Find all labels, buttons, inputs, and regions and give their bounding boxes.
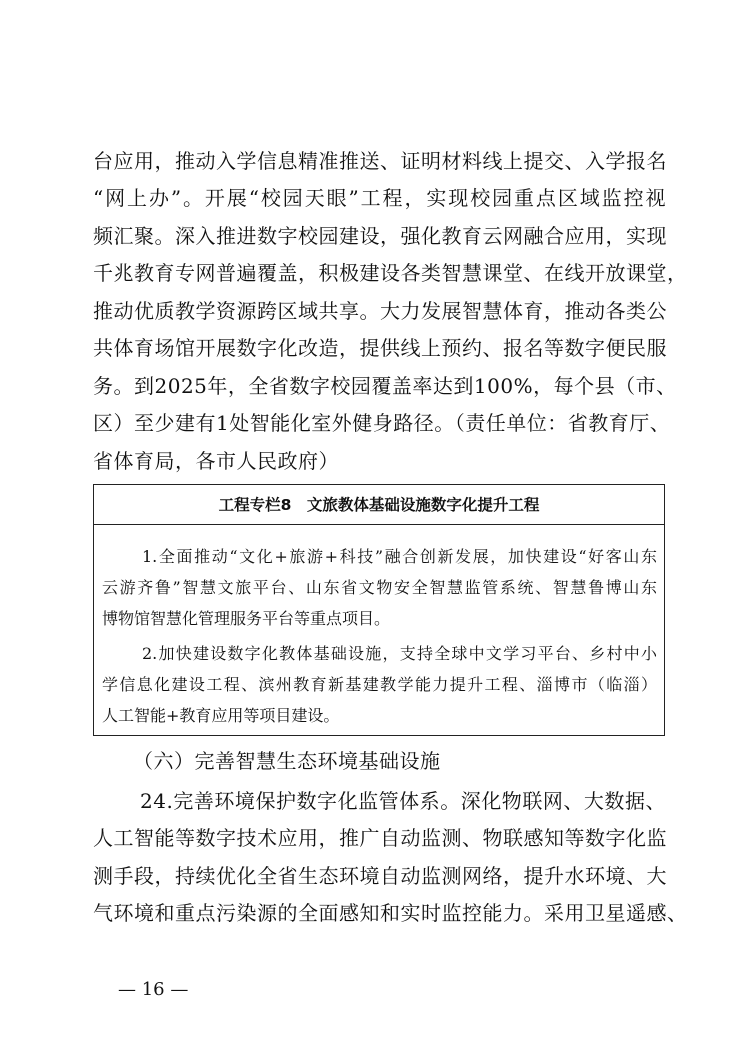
body-line: 人工智能等数字技术应用，推广自动监测、物联感知等数字化监 xyxy=(93,826,667,850)
page-number: — 16 — xyxy=(118,979,189,1000)
body-line: 气环境和重点污染源的全面感知和实时监控能力。采用卫星遥感、 xyxy=(93,901,688,925)
box-line: 博物馆智慧化管理服务平台等重点项目。 xyxy=(102,609,391,628)
body-line: 共体育场馆开展数字化改造，提供线上预约、报名等数字便民服 xyxy=(93,336,667,360)
project-column-box xyxy=(93,484,665,736)
body-line: 千兆教育专网普遍覆盖，积极建设各类智慧课堂、在线开放课堂， xyxy=(93,261,688,285)
section-heading: （六）完善智慧生态环境基础设施 xyxy=(133,749,441,773)
box-line: 云游齐鲁”智慧文旅平台、山东省文物安全智慧监管系统、智慧鲁博山东 xyxy=(102,578,657,597)
box-line: 1.全面推动“文化+旅游+科技”融合创新发展，加快建设“好客山东 xyxy=(142,547,657,566)
body-line: 区）至少建有1处智能化室外健身路径。（责任单位：省教育厅、 xyxy=(93,411,671,435)
box-line: 人工智能+教育应用等项目建设。 xyxy=(102,706,340,725)
body-line: 推动优质教学资源跨区域共享。大力发展智慧体育，推动各类公 xyxy=(93,299,667,323)
project-column-title: 工程专栏8 文旅教体基础设施数字化提升工程 xyxy=(94,485,664,525)
box-line: 学信息化建设工程、滨州教育新基建教学能力提升工程、淄博市（临淄） xyxy=(102,675,657,694)
box-line: 2.加快建设数字化教体基础设施，支持全球中文学习平台、乡村中小 xyxy=(142,644,657,663)
body-line: 频汇聚。深入推进数字校园建设，强化教育云网融合应用，实现 xyxy=(93,224,667,248)
body-line: 省体育局，各市人民政府） xyxy=(93,449,339,473)
body-line: 测手段，持续优化全省生态环境自动监测网络，提升水环境、大 xyxy=(93,864,667,888)
body-line: “网上办”。开展“校园天眼”工程，实现校园重点区域监控视 xyxy=(93,186,666,210)
body-line: 务。到2025年，全省数字校园覆盖率达到100%，每个县（市、 xyxy=(93,374,677,398)
body-line: 台应用，推动入学信息精准推送、证明材料线上提交、入学报名 xyxy=(93,149,667,173)
body-line: 24.完善环境保护数字化监管体系。深化物联网、大数据、 xyxy=(140,789,666,813)
